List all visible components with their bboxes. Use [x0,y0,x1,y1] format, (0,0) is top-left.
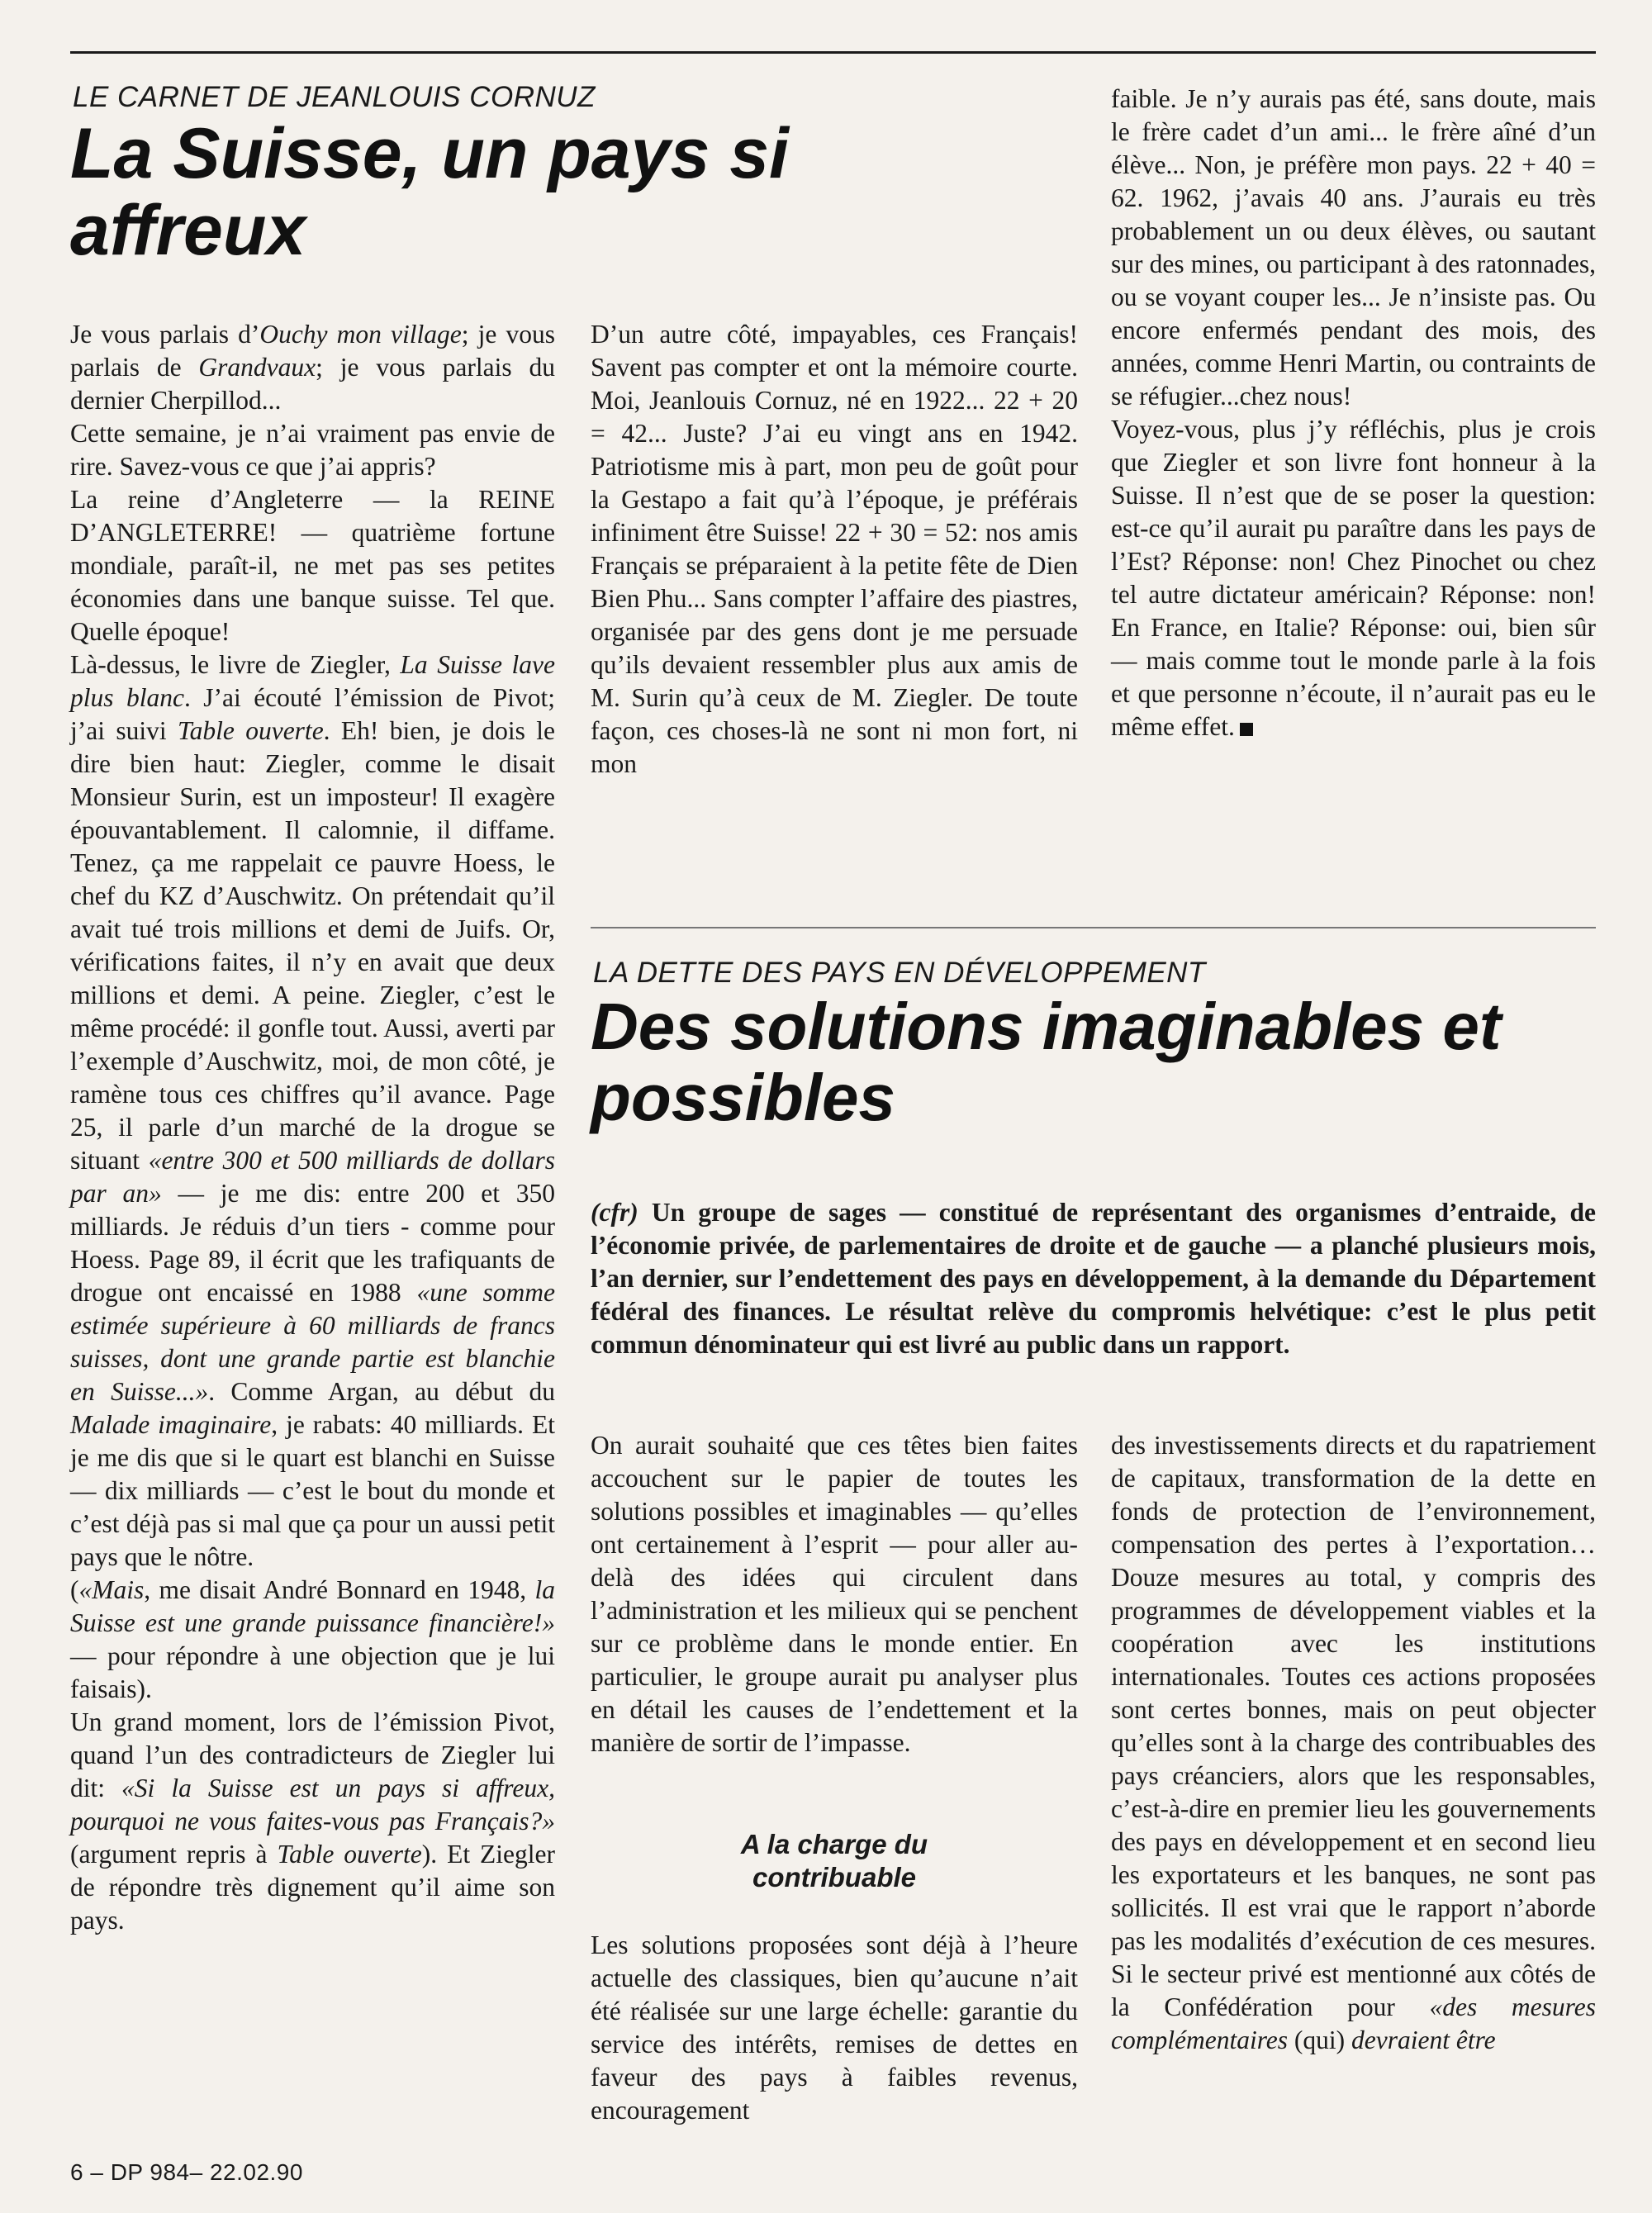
text-run: ; je vous parlais de [70,320,556,382]
text-run: Table ouverte [177,716,324,745]
text-run: Voyez-vous, plus j’y réfléchis, plus je crois que Ziegler et son livre font honneur à la Suisse. Il n’est que de se poser la question: est-ce qu’il aurait pu paraître dans les pays de l’Est? Réponse: non! Chez Pinochet ou chez tel autre dictateur américain? Réponse: non! En France, en Italie? Réponse: oui, bien sûr — mais comme tout le monde parle à la fois et que personne n’écoute, il n’aurait pas eu le même effet. [1111,415,1596,741]
text-run: On aurait souhaité que ces têtes bien faites accouchent sur le papier de toutes les solutions possibles et imaginables — qu’elles ont certainement à l’esprit — pour aller au-delà des idées qui circulent dans l’administration et les milieux qui se penchent sur ce problème dans le monde entier. En particulier, le groupe aurait pu analyser plus en détail les causes de l’endettement et la manière de sortir de l’impasse. [591,1431,1078,1757]
text-run: La reine d’Angleterre — la REINE D’ANGLETERRE! — quatrième fortune mondiale, paraît-il, ne met pas ses petites économies dans une banque suisse. Tel que. Quelle époque! [70,485,555,646]
lead-text: Un groupe de sages — constitué de représentant des organismes d’entraide, de l’économie privée, de parlementaires de droite et de gauche — a planché plusieurs mois, l’an dernier, sur l’endettement des pays en développement, à la demande du Département fédéral des finances. Le résultat relève du compromis helvétique: c’est le plus petit commun dénominateur qui est livré au public dans un rapport. [591,1198,1596,1359]
paragraph [1111,1429,1596,2057]
text-run: «entre 300 et 500 milliards de dollars par an» [70,1146,555,1208]
paragraph [591,318,1078,781]
lead-author-tag: (cfr) [591,1198,638,1227]
text-run: , je rabats: 40 milliards. Et je me dis que si le quart est blanchi en Suisse — dix milliards — c’est le bout du monde et c’est déjà pas si mal que ça pour un aussi petit pays que le nôtre. [70,1410,555,1571]
text-run: «Mais [78,1575,145,1604]
text-run: . J’ai écouté l’émission de Pivot; j’ai suivi [70,683,555,745]
text-run: D’un autre côté, impayables, ces Français! Savent pas compter et ont la mémoire courte. Moi, Jeanlouis Cornuz, né en 1922... 22 + 20 = 42... Juste? J’ai eu vingt ans en 1942. Patriotisme mis à part, mon peu de goût pour la Gestapo a fait qu’à l’époque, je préférais infiniment être Suisse! 22 + 30 = 52: nos amis Français se préparaient à la petite fête de Dien Bien Phu... Sans compter l’affaire des piastres, organisée par des gens dont je me persuade qu’ils devaient ressembler plus aux amis de M. Surin qu’à ceux de M. Ziegler. De toute façon, ces choses-là ne sont ni mon fort, ni mon [591,320,1078,778]
article2-subhead: A la charge du contribuable [740,1829,928,1892]
text-run: . Eh! bien, je dois le dire bien haut: Ziegler, comme le disait Monsieur Surin, est un imposteur! Il exagère épouvantablement. Il calomnie, il diffame. Tenez, ça me rappelait ce pauvre Hoess, le chef du KZ d’Auschwitz. On prétendait qu’il avait tué trois millions et demi de Juifs. Or, vérifications faites, il n’y en avait que deux millions et demi. A peine. Ziegler, c’est le même procédé: il gonfle tout. Aussi, averti par l’exemple d’Auschwitz, moi, de mon côté, je ramène tous ces chiffres qu’il avance. Page 25, il parle d’un marché de la drogue se situant [70,716,555,1175]
text-run: la Suisse est une grande puissance financière!» [70,1575,555,1637]
text-run: ( [70,1575,79,1604]
text-run: Là-dessus, le livre de Ziegler, [70,650,401,679]
paragraph [1111,413,1596,743]
paragraph [70,648,555,1574]
paragraph [70,417,555,483]
text-run: — pour répondre à une objection que je lui faisais). [70,1641,555,1703]
article2-title: Des solutions imaginables et possibles [591,990,1502,1135]
text-run: Cette semaine, je n’ai vraiment pas envie de rire. Savez-vous ce que j’ai appris? [70,419,555,481]
text-run: (qui) [1288,2025,1352,2054]
text-run: Un grand moment, lors de l’émission Pivot, quand l’un des contradicteurs de Ziegler lui dit: [70,1707,555,1802]
text-run: — je me dis: entre 200 et 350 milliards. Je réduis d’un tiers - comme pour Hoess. Page 89, il écrit que les trafiquants de drogue ont encaissé en 1988 [70,1179,555,1307]
text-run: ). Et Ziegler de répondre très dignement qu’il aime son pays. [70,1840,555,1935]
text-run: Grandvaux [198,353,316,382]
text-run: Malade imaginaire [70,1410,272,1439]
end-of-article-mark [1240,723,1253,736]
paragraph [1111,83,1596,413]
text-run: devraient être [1351,2025,1496,2054]
text-run: «Si la Suisse est un pays si affreux, pourquoi ne vous faites-vous pas Français?» [70,1774,555,1835]
text-run: «des mesures complémentaires [1111,1992,1596,2054]
article1-column-3 [1111,83,1596,743]
section-divider [591,927,1596,928]
text-run: «une somme estimée supérieure à 60 milliards de francs suisses, dont une grande partie est blanchie en Suisse...» [70,1278,555,1406]
text-run: (argument repris à [70,1840,278,1869]
text-run: La Suisse lave plus blanc [70,650,556,712]
paragraph [70,1706,555,1937]
text-run: Table ouverte [277,1840,422,1869]
page-footer: 6 – DP 984– 22.02.90 [70,2159,303,2185]
paragraph [70,318,555,417]
article1-kicker: LE CARNET DE JEANLOUIS CORNUZ [73,81,596,113]
text-run: Les solutions proposées sont déjà à l’heure actuelle des classiques, bien qu’aucune n’ait été réalisée sur une large échelle: garantie du service des intérêts, remises de dettes en faveur des pays à faibles revenus, encouragement [591,1930,1078,2125]
paragraph [70,1574,555,1706]
article2-column-2 [1111,1429,1596,2057]
article2-column-1 [591,1429,1078,1759]
text-run: ; je vous parlais du dernier Cherpillod... [70,353,555,415]
paragraph [70,483,555,648]
article2-kicker: LA DETTE DES PAYS EN DÉVELOPPEMENT [593,957,1206,989]
text-run: , me disait André Bonnard en 1948, [144,1575,535,1604]
top-rule [70,51,1596,54]
text-run: . Comme Argan, au début du [208,1377,556,1406]
text-run: des investissements directs et du rapatriement de capitaux, transformation de la dette en fonds de protection de l’environnement, compensation des pertes à l’exportation… Douze mesures au total, y compris des programmes de développement viables et la coopération avec les institutions internationales. Toutes ces actions proposées sont certes bonnes, mais on peut objecter qu’elles sont à la charge des contribuables des pays créanciers, alors que les responsables, c’est-à-dire en premier lieu les gouvernements des pays en développement et en second lieu les exportateurs et les banques, ne sont pas sollicités. Il est vrai que le rapport n’aborde pas les modalités d’exécution de ces mesures. Si le secteur privé est mentionné aux côtés de la Confédération pour [1111,1431,1596,2021]
article2-column-1-continued [591,1929,1078,2127]
article1-column-2 [591,318,1078,781]
paragraph [591,1429,1078,1759]
text-run: faible. Je n’y aurais pas été, sans doute, mais le frère cadet d’un ami... le frère aîné d’un élève... Non, je préfère mon pays. 22 + 40 = 62. 1962, j’avais 40 ans. J’aurais eu très probablement un ou deux élèves, ou sautant sur des mines, ou participant à des ratonnades, ou se voyant couper les... Je n’insiste pas. Ou encore enfermés pendant des mois, des années, comme Henri Martin, ou contraints de se réfugier...chez nous! [1111,84,1596,411]
text-run: Je vous parlais d’ [70,320,260,349]
paragraph [591,1929,1078,2127]
article2-lead [591,1196,1596,1361]
text-run: Ouchy mon village [259,320,462,349]
article1-column-1 [70,318,555,1937]
article1-title: La Suisse, un pays si affreux [70,114,789,270]
